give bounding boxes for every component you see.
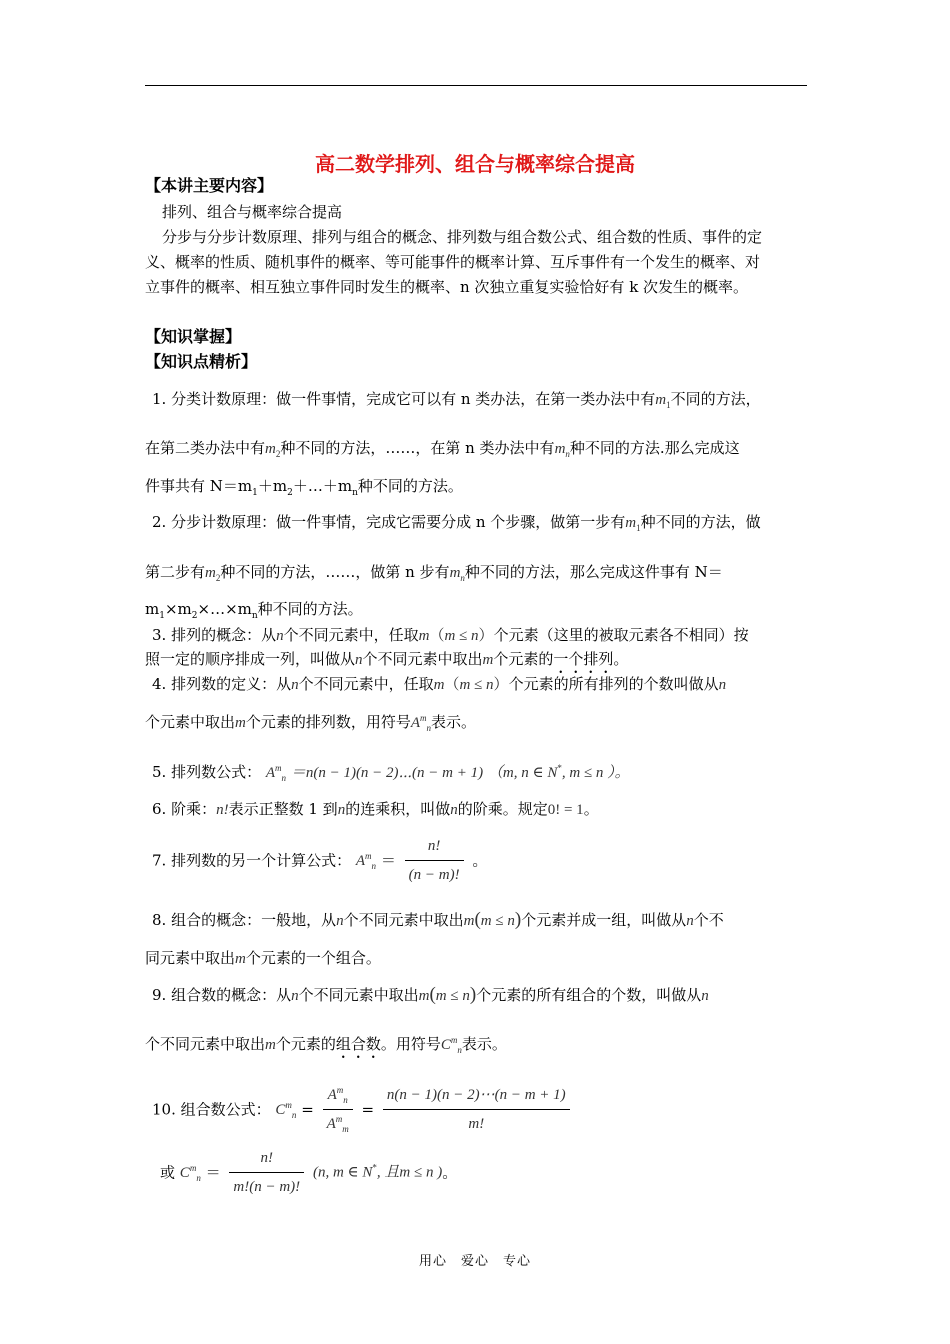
para-line-3: 立事件的概率、相互独立事件同时发生的概率、n 次独立重复实验恰好有 k 次发生的概率。 bbox=[145, 278, 749, 296]
section-heading-main-content: 【本讲主要内容】 bbox=[145, 176, 274, 195]
item2-line2: 第二步有$m_2$种不同的方法，……，做第 n 步有$m_n$种不同的方法，那么完成这件事有 N＝ bbox=[145, 563, 723, 583]
item4-line1: 4. 排列数的定义：从n个不同元素中，任取m（m ≤ n）个元素的所有排列的个数叫做从n bbox=[152, 675, 727, 693]
fraction-A-over-A: $\frac{A^m_n}{A^m_m}$ bbox=[323, 1083, 353, 1136]
item5-formula: 5. 排列数公式： $A^m_n =n(n - 1)(n$ − 2)⋯(n − m + 1) （m, n ∈ N*, m ≤ n ）。 bbox=[152, 763, 630, 783]
item1-line2: 在第二类办法中有$m_2$种不同的方法，……，在第 n 类办法中有$m_n$种不同的方法.那么完成这 bbox=[145, 439, 740, 459]
item3-line2: 照一定的顺序排成一列，叫做从n个不同元素中取出m个元素的一个排列。 bbox=[145, 650, 629, 668]
header-rule bbox=[145, 85, 807, 86]
para-line-2: 义、概率的性质、随机事件的概率、等可能事件的概率计算、互斥事件有一个发生的概率、对 bbox=[145, 253, 761, 271]
fraction-permutation: $\frac{n!}{(n - m)!}$ bbox=[405, 834, 464, 887]
item8-line1: 8. 组合的概念：一般地，从n个不同元素中取出m(m ≤ n)个元素并成一组，叫做从n个不 bbox=[152, 909, 724, 930]
item10-formula: 10. 组合数公式： $C^m_n$ = $\frac{A^m_n}{A^m_m}$ = $\frac{n(n - 1)(n - 2)\cdots(n - m + 1)}{m!}$ bbox=[152, 1083, 817, 1136]
emphasis-combination-number: 组合数 bbox=[335, 1035, 381, 1053]
item4-line2: 个元素中取出m个元素的排列数，用符号$A^m_n$表示。 bbox=[145, 713, 477, 733]
item10-alt-formula: 或 $C^m_n$ ＝ $\frac{n!}{m!(n - m)!}$ (n, m ∈ N*, 且m ≤ n )。 bbox=[160, 1146, 825, 1199]
fraction-combination-factorial: $\frac{n!}{m!(n - m)!}$ bbox=[229, 1146, 304, 1199]
subtitle: 排列、组合与概率综合提高 bbox=[162, 203, 343, 221]
section-heading-knowledge: 【知识掌握】 bbox=[145, 327, 242, 346]
item7-formula: 7. 排列数的另一个计算公式： $A^m_n$ ＝ $\frac{n!}{(n - m)!}$ 。 bbox=[152, 834, 817, 887]
emphasis-permutation: 一个排列 bbox=[553, 650, 614, 668]
item8-line2: 同元素中取出m个元素的一个组合。 bbox=[145, 949, 381, 967]
item1-line1: 1. 分类计数原理：做一件事情，完成它可以有 n 类办法，在第一类办法中有$m_1$不同的方法， bbox=[152, 390, 761, 410]
item6-factorial: 6. 阶乘：n!表示正整数 1 到n的连乘积，叫做n的阶乘。规定0! = 1。 bbox=[152, 800, 599, 818]
item3-line1: 3. 排列的概念：从n个不同元素中，任取m（m ≤ n）个元素（这里的被取元素各不相同）按 bbox=[152, 626, 749, 644]
page-footer: 用心 爱心 专心 bbox=[418, 1254, 531, 1269]
para-line-1: 分步与分步计数原理、排列与组合的概念、排列数与组合数公式、组合数的性质、事件的定 bbox=[162, 228, 763, 246]
section-subheading-points: 【知识点精析】 bbox=[145, 352, 258, 371]
item9-line1: 9. 组合数的概念：从n个不同元素中取出m(m ≤ n)个元素的所有组合的个数，叫做从n bbox=[152, 984, 709, 1005]
item2-line1: 2. 分步计数原理：做一件事情，完成它需要分成 n 个步骤，做第一步有$m_1$种不同的方法，做 bbox=[152, 513, 761, 533]
item1-line3: 件事共有 $N=m_1+m_2+\dots+m_n$种不同的方法。 bbox=[145, 477, 463, 498]
fraction-combination-product: $\frac{n(n - 1)(n - 2)\cdots(n - m + 1)}{m!}$ bbox=[383, 1083, 570, 1136]
page-title: 高二数学排列、组合与概率综合提高 bbox=[315, 152, 635, 176]
item2-line3: $m_1\times m_2\times\dots\times m_n$种不同的方法。 bbox=[145, 600, 363, 621]
item9-line2: 个不同元素中取出m个元素的组合数。用符号$C^m_n$表示。 bbox=[145, 1035, 507, 1055]
